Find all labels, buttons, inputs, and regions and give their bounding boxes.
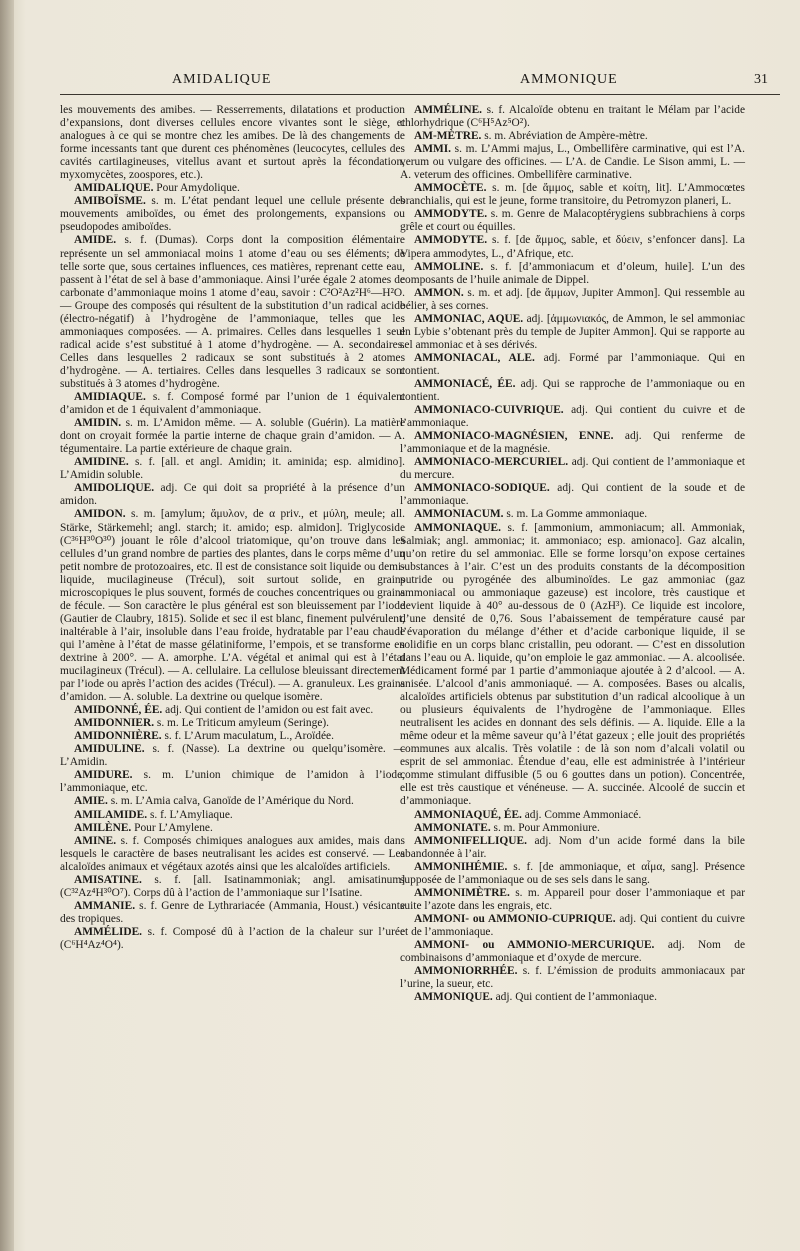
entry-definition: adj. Formé par l’ammoniaque. Qui en contient.	[400, 351, 746, 377]
entry-definition: s. f. Alcaloïde obtenu en traitant le Mélam par l’acide chlorhydrique (C⁶H⁵Az⁵O²).	[400, 104, 745, 130]
entry-headword: AMIE.	[74, 795, 108, 808]
dictionary-entry	[60, 508, 405, 704]
dictionary-entry	[400, 522, 745, 809]
dictionary-entry	[400, 352, 745, 378]
entry-definition: s. f. L’Amyliaque.	[147, 808, 233, 821]
dictionary-entry	[400, 404, 745, 430]
dictionary-entry	[400, 104, 745, 130]
dictionary-entry	[400, 130, 745, 143]
entry-definition: s. f. [d’ammoniacum et d’oleum, huile]. L’un des composants de l’huile animale de Dippel.	[400, 260, 745, 286]
entry-definition: s. m. Appareil pour doser l’ammoniaque et par suite l’azote dans les engrais, etc.	[400, 886, 745, 912]
entry-definition: s. m. et adj. [de ἄμμων, Jupiter Ammon]. Qui ressemble au bélier, à ses cornes.	[400, 286, 745, 312]
entry-headword: AMIDULINE.	[74, 743, 145, 756]
entry-definition: s. m. Le Triticum amyleum (Seringe).	[154, 717, 330, 730]
dictionary-entry	[400, 234, 745, 260]
entry-headword: AMMONIATE.	[414, 821, 491, 834]
entry-definition: adj. Nom d’un acide formé dans la bile abandonnée à l’air.	[400, 834, 745, 860]
dictionary-entry	[400, 208, 745, 234]
book-spine-shadow	[0, 0, 14, 1251]
entry-definition: adj. Qui contient de l’ammoniaque.	[492, 991, 657, 1004]
entry-definition: s. f. [de ἄμμος, sable, et δύειν, s’enfoncer dans]. La Vipera ammodytes, L., d’Afrique, etc.	[400, 234, 745, 260]
header-left-guide-word: AMIDALIQUE	[172, 72, 272, 87]
dictionary-entry	[60, 743, 405, 769]
right-column	[400, 104, 745, 1004]
header-right-guide-word: AMMONIQUE	[520, 72, 618, 87]
entry-headword: AMMONIAQUÉ, ÉE.	[414, 808, 522, 821]
entry-headword: AMMONIACO-MAGNÉSIEN, ENNE.	[414, 430, 614, 443]
dictionary-entry	[400, 913, 745, 939]
entry-headword: AMIBOÏSME.	[74, 195, 146, 208]
entry-headword: AMMONIACUM.	[414, 508, 504, 521]
entry-definition: adj. Qui contient de la soude et de l’ammoniaque.	[400, 482, 745, 508]
entry-definition: s. f. [all. Isatinammoniak; angl. amisatinum] (C³²Az⁴H³⁰O⁷). Corps dû à l’action de l’ammoniaque sur l’Isatine.	[60, 873, 405, 899]
dictionary-entry	[60, 822, 405, 835]
entry-headword: AMILAMIDE.	[74, 808, 148, 821]
left-column	[60, 104, 405, 952]
entry-definition: s. m. Pour Ammoniure.	[490, 821, 600, 834]
entry-headword: AMMOLINE.	[414, 260, 484, 273]
entry-headword: AMMONIACO-CUIVRIQUE.	[414, 404, 564, 417]
entry-definition: s. m. L’Amidon même. — A. soluble (Guérin). La matière dont on croyait formée la partie interne de chaque grain d’amidon. — A. tégumentaire. La partie extérieure de chaque grain.	[60, 417, 405, 456]
entry-definition: adj. Qui contient de l’ammoniaque et du mercure.	[400, 456, 745, 482]
entry-definition: s. f. [all. et angl. Amidin; it. aminida; esp. almidino]. L’Amidin soluble.	[60, 456, 405, 482]
entry-definition: Pour Amydolique.	[153, 182, 240, 195]
entry-definition: adj. Qui contient du cuivre et de l’ammoniaque.	[400, 404, 745, 430]
entry-headword: AMIDE.	[74, 234, 117, 247]
dictionary-entry	[400, 965, 745, 991]
dictionary-entry	[400, 991, 745, 1004]
dictionary-entry	[400, 378, 745, 404]
entry-definition: adj. Ce qui doit sa propriété à la présence d’un amidon.	[60, 482, 405, 508]
dictionary-entry	[60, 456, 405, 482]
entry-definition: s. m. [de ἄμμος, sable et κοίτη, lit]. L’Ammocœtes branchialis, qui est le jeune, forme transitoire, du Petromyzon planeri, L.	[400, 182, 745, 208]
entry-definition: s. f. [ammonium, ammoniacum; all. Ammoniak, Salmiak; angl. ammoniac; it. ammoniaco; esp. amionaco]. Gaz alcalin, qu’on retire du sel ammoniac. Elle se forme lorsqu’on expose certaines substances à l’air. C’est un des produits constants de la décomposition putride ou pyrogénée des albuminoïdes. Le gaz ammoniac (gaz ammoniacal ou ammoniaque gazeuse) est incolore, très caustique et devient liquide à 40° au-dessous de 0 (AzH³). Ce liquide est incolore, d’une densité de 0,76. Sous l’abaissement de température causé par l’évaporation du mélange d’éther et d’acide carbonique liquide, il se solidifie en un corps blanc cristallin, peu odorant. — C’est en dissolution dans l’eau ou A. liquide, qu’on emploie le gaz ammoniac. — A. alcoolisée. Médicament formé par 1 partie d’ammoniaque ajoutée à 2 d’alcool. — A. anisée. L’alcool d’anis ammoniaqué. — A. composées. Bases ou alcalis, alcaloïdes artificiels obtenus par substitution d’un radical alcoolique à un ou plusieurs équivalents de l’hydrogène de l’ammoniaque. Elles neutralisent les acides en donnant des sels définis. — A. liquide. Elle a la même odeur et la même saveur qu’à l’état gazeux ; elle jouit des propriétés communes aux alcalis. Très volatile : de là son nom d’alcali volatil ou esprit de sel ammoniac. Étendue d’eau, elle est administrée à l’intérieur comme stimulant diffusible (5 ou 6 gouttes dans un potion). Concentrée, elle est très caustique et vénéneuse. — A. succinée. Alcoolé de succin et d’ammoniaque.	[400, 521, 745, 808]
entry-definition: s. f. Genre de Lythrariacée (Ammania, Houst.) vésicante des tropiques.	[60, 899, 405, 925]
entry-headword: AMMOCÈTE.	[414, 182, 487, 195]
entry-headword: AMMODYTE.	[414, 234, 488, 247]
entry-headword: AMMONIMÈTRE.	[414, 886, 510, 899]
dictionary-entry	[400, 809, 745, 822]
dictionary-entry	[400, 313, 745, 352]
dictionary-entry	[60, 234, 405, 391]
entry-definition: adj. Nom de combinaisons d’ammoniaque et d’oxyde de mercure.	[400, 939, 745, 965]
dictionary-entry	[60, 195, 405, 234]
entry-definition: s. m. Genre de Malacoptérygiens subbrachiens à corps grêle et court ou équilles.	[400, 208, 745, 234]
entry-headword: AMIDONNIÈRE.	[74, 730, 162, 743]
entry-headword: AM-MÈTRE.	[414, 130, 482, 143]
entry-headword: AMIDOLIQUE.	[74, 482, 155, 495]
entry-headword: AMMÉLINE.	[414, 104, 483, 116]
entry-definition: s. f. Composés chimiques analogues aux amides, mais dans lesquels le caractère de bases neutralisant les acides est conservé. — Les alcaloïdes animaux et végétaux azotés ainsi que les alcaloïdes artificiels.	[60, 834, 405, 873]
dictionary-entry	[400, 835, 745, 861]
entry-headword: AMMONIORRHÉE.	[414, 965, 518, 978]
dictionary-entry	[60, 482, 405, 508]
dictionary-entry	[60, 104, 405, 182]
dictionary-entry	[60, 182, 405, 195]
entry-headword: AMIDALIQUE.	[74, 182, 154, 195]
entry-headword: AMMONI- ou AMMONIO-MERCURIQUE.	[414, 939, 655, 951]
entry-headword: AMILÈNE.	[74, 821, 132, 834]
entry-headword: AMMONIFELLIQUE.	[414, 834, 527, 847]
entry-definition: s. m. L’Amia calva, Ganoïde de l’Amérique du Nord.	[107, 795, 354, 808]
entry-headword: AMIDIN.	[74, 417, 122, 430]
dictionary-entry	[60, 717, 405, 730]
header-rule	[60, 94, 780, 95]
running-header	[0, 72, 800, 92]
entry-definition: s. m. La Gomme ammoniaque.	[503, 508, 648, 521]
dictionary-entry	[400, 287, 745, 313]
dictionary-entry	[60, 417, 405, 456]
entry-definition: s. m. L’union chimique de l’amidon à l’iode, l’ammoniaque, etc.	[60, 769, 405, 795]
entry-headword: AMMONIAC, AQUE.	[414, 312, 524, 325]
entry-headword: AMMONIHÉMIE.	[414, 860, 508, 873]
entry-definition: adj. Comme Ammoniacé.	[521, 808, 642, 821]
entry-definition: s. f. L’Arum maculatum, L., Aroïdée.	[161, 730, 334, 743]
dictionary-entry	[400, 822, 745, 835]
entry-headword: AMIDIAQUE.	[74, 391, 146, 404]
entry-headword: AMMONIAQUE.	[414, 521, 502, 534]
entry-definition: s. m. L’Ammi majus, L., Ombellifère carminative, qui est l’A. verum ou vulgare des officines. — L’A. de Candie. Le Sison ammi, L. — A. veterum des officines. Ombellifère carminative.	[400, 143, 745, 182]
entry-definition: adj. Qui contient du cuivre et de l’ammoniaque.	[400, 912, 745, 938]
dictionary-entry	[60, 795, 405, 808]
entry-definition: s. m. Abréviation de Ampère-mètre.	[481, 130, 648, 143]
entry-definition: Pour L’Amylene.	[131, 821, 213, 834]
entry-headword: AMMÉLIDE.	[74, 925, 143, 938]
dictionary-entry	[60, 769, 405, 795]
dictionary-entry	[60, 835, 405, 874]
dictionary-entry	[400, 143, 745, 182]
dictionary-entry	[400, 939, 745, 965]
dictionary-entry	[60, 874, 405, 900]
entry-headword: AMMON.	[414, 286, 464, 299]
dictionary-entry	[400, 182, 745, 208]
entry-definition: adj. [ἀμμωνιακός, de Ammon, le sel ammoniac en Lybie s’obtenant près du temple de Jupiter Ammon]. Qui se rapporte au sel ammoniac et à ses dérivés.	[400, 312, 745, 351]
entry-definition: s. f. L’émission de produits ammoniacaux par l’urine, la sueur, etc.	[400, 965, 745, 991]
entry-headword: AMMI.	[414, 143, 452, 156]
dictionary-entry	[60, 809, 405, 822]
entry-definition: adj. Qui se rapproche de l’ammoniaque ou en contient.	[400, 377, 745, 404]
dictionary-entry	[400, 508, 745, 521]
entry-headword: AMIDONNIER.	[74, 717, 155, 730]
entry-definition: s. f. (Dumas). Corps dont la composition élémentaire représente un sel ammoniacal moins 1 atome d’eau ou ses éléments; de telle sorte que, sous certaines influences, ces matières, reprenant cette eau, passent à l’état de sel à base d’ammoniaque. Ainsi l’urée égale 2 atomes de carbonate d’ammoniaque moins 1 atome d’eau, savoir : C²O²Az²H⁶—H²O. — Groupe des composés qui résultent de la substitution d’un radical acide (électro-négatif) à l’hydrogène de l’ammoniaque, telles que les ammoniaques composées. — A. primaires. Celles dans lesquelles 1 seul radical acide s’est substitué à 1 atome d’hydrogène. — A. secondaires. Celles dans lesquelles 2 radicaux se sont substitués à 2 atomes d’hydrogène. — A. tertiaires. Celles dans lesquelles 3 radicaux se sont substitués à 3 atomes d’hydrogène.	[60, 234, 405, 390]
dictionary-entry	[400, 430, 745, 456]
entry-headword: AMIDINE.	[74, 456, 129, 469]
entry-definition: s. m. [amylum; ἄμυλον, de α priv., et μύλη, meule; all. Stärke, Stärkemehl; angl. starch; it. amido; esp. almidon]. Triglycoside (C³⁶H³⁰O³⁰) jouant le rôle d’alcool triatomique, qu’on trouve dans les cellules d’un grand nombre de parties des plantes, dans le corps même d’un petit nombre de protozoaires, etc. Il est de consistance soit liquide ou demi-liquide, mucilagineuse (Trécul), soit surtout solide, en grains microscopiques le plus souvent, formés de couches concentriques ou grains de fécule. — Son caractère le plus général est son bleuissement par l’iode (Gautier de Claubry, 1815). Solide et sec il est blanc, finement pulvérulent, inaltérable à l’air, insoluble dans l’eau froide, hydratable par l’eau chaude qui l’amène à l’état de masse gélatiniforme, l’empois, et se transforme en dextrine à 200°. — A. amorphe. L’A. végétal et animal qui est à l’état mucilagineux (Trécul). — A. cellulaire. La cellulose bleuissant directement par l’iode ou après l’action des acides (Trécul). — A. granuleux. Les grains d’amidon. — A. soluble. La dextrine ou quelque isomère.	[60, 508, 405, 704]
entry-headword: AMIDONNÉ, ÉE.	[74, 704, 163, 717]
entry-headword: AMIDON.	[74, 508, 126, 521]
dictionary-entry	[60, 900, 405, 926]
entry-definition: s. m. L’état pendant lequel une cellule présente des mouvements amiboïdes, ou émet des prolongements, expansions ou pseudopodes amiboïdes.	[60, 195, 405, 234]
entry-headword: AMMONI- ou AMMONIO-CUPRIQUE.	[414, 912, 616, 925]
entry-definition: s. f. [de ammoniaque, et αἷμα, sang]. Présence supposée de l’ammoniaque ou de ses sels dans le sang.	[400, 860, 745, 886]
dictionary-entry	[400, 482, 745, 508]
dictionary-entry	[400, 887, 745, 913]
dictionary-entry	[60, 391, 405, 417]
page-number: 31	[754, 72, 768, 87]
dictionary-entry	[400, 261, 745, 287]
dictionary-entry	[60, 730, 405, 743]
entry-headword: AMMONIACO-SODIQUE.	[414, 482, 550, 495]
entry-headword: AMMONIACO-MERCURIEL.	[414, 456, 569, 469]
entry-headword: AMMANIE.	[74, 899, 136, 912]
dictionary-entry	[60, 704, 405, 717]
entry-definition: adj. Qui contient de l’amidon ou est fait avec.	[162, 704, 374, 717]
entry-headword: AMMONIACÉ, ÉE.	[414, 377, 516, 390]
entry-definition: s. f. (Nasse). La dextrine ou quelqu’isomère. — L’Amidin.	[60, 743, 405, 769]
entry-headword: AMMONIACAL, ALE.	[414, 351, 535, 364]
dictionary-entry	[60, 926, 405, 952]
entry-headword: AMISATINE.	[74, 873, 142, 886]
entry-definition: les mouvements des amibes. — Resserrements, dilatations et production d’expansions, dont diverses cellules encore vivantes sont le siège, et analogues à ce qui se montre chez les amibes. De là des changements de forme incessants tant que durent ces phénomènes (leucocytes, cellules des cavités cartilagineuses, vitellus avant et surtout après la fécondation, myxomycètes, zoospores, etc.).	[60, 104, 405, 182]
entry-headword: AMINE.	[74, 834, 117, 847]
dictionary-entry	[400, 456, 745, 482]
entry-headword: AMMONIQUE.	[414, 991, 493, 1004]
dictionary-entry	[400, 861, 745, 887]
entry-definition: s. f. Composé formé par l’union de 1 équivalent d’amidon et de 1 équivalent d’ammoniaque.	[60, 391, 405, 417]
entry-headword: AMMODYTE.	[414, 208, 488, 221]
entry-headword: AMIDURE.	[74, 769, 133, 782]
entry-definition: adj. Qui renferme de l’ammoniaque et de la magnésie.	[400, 430, 746, 456]
entry-definition: s. f. Composé dû à l’action de la chaleur sur l’urée (C⁶H⁴Az⁴O⁴).	[60, 925, 405, 951]
